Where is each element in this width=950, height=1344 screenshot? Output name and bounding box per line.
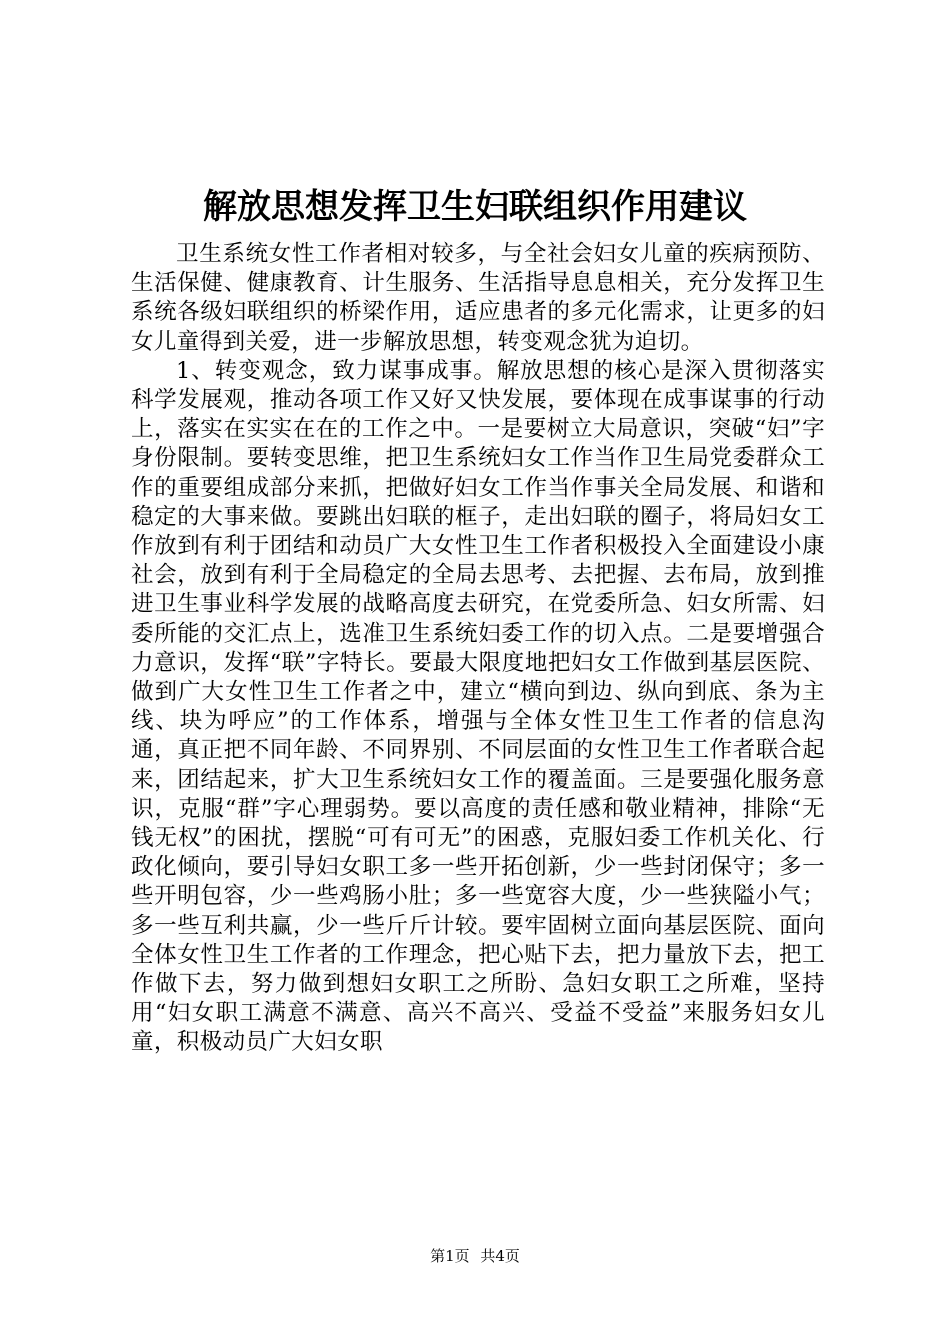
- page-total: 共4页: [480, 1247, 520, 1265]
- document-title: 解放思想发挥卫生妇联组织作用建议: [203, 187, 747, 227]
- page-number: 第1页: [430, 1247, 470, 1265]
- document-body: [131, 240, 825, 1058]
- paragraph-section-1: 1、转变观念，致力谋事成事。解放思想的核心是深入贯彻落实科学发展观，推动各项工作又好又快发展，要体现在成事谋事的行动上，落实在实实在在的工作之中。一是要树立大局意识，突破“妇”字身份限制。要转变思维，把卫生系统妇女工作当作卫生局党委群众工作的重要组成部分来抓，把做好妇女工作当作事关全局发展、和谐和稳定的大事来做。要跳出妇联的框子，走出妇联的圈子，将局妇女工作放到有利于团结和动员广大女性卫生工作者积极投入全面建设小康社会，放到有利于全局稳定的全局去思考、去把握、去布局，放到推进卫生事业科学发展的战略高度去研究，在党委所急、妇女所需、妇委所能的交汇点上，选准卫生系统妇委工作的切入点。二是要增强合力意识，发挥“联”字特长。要最大限度地把妇女工作做到基层医院、做到广大女性卫生工作者之中，建立“横向到边、纵向到底、条为主线、块为呼应”的工作体系，增强与全体女性卫生工作者的信息沟通，真正把不同年龄、不同界别、不同层面的女性卫生工作者联合起来，团结起来，扩大卫生系统妇女工作的覆盖面。三是要强化服务意识，克服“群”字心理弱势。要以高度的责任感和敬业精神，排除“无钱无权”的困扰，摆脱“可有可无”的困惑，克服妇委工作机关化、行政化倾向，要引导妇女职工多一些开拓创新，少一些封闭保守；多一些开明包容，少一些鸡肠小肚；多一些宽容大度，少一些狭隘小气；多一些互利共赢，少一些斤斤计较。要牢固树立面向基层医院、面向全体女性卫生工作者的工作理念，把心贴下去，把力量放下去，把工作做下去，努力做到想妇女职工之所盼、急妇女职工之所难，坚持用“妇女职工满意不满意、高兴不高兴、受益不受益”来服务妇女儿童，积极动员广大妇女职: [131, 357, 825, 1056]
- paragraph-intro: 卫生系统女性工作者相对较多，与全社会妇女儿童的疾病预防、生活保健、健康教育、计生服务、生活指导息息相关，充分发挥卫生系统各级妇联组织的桥梁作用，适应患者的多元化需求，让更多的妇女儿童得到关爱，进一步解放思想，转变观念犹为迫切。: [131, 241, 825, 355]
- page-footer: [0, 1246, 950, 1266]
